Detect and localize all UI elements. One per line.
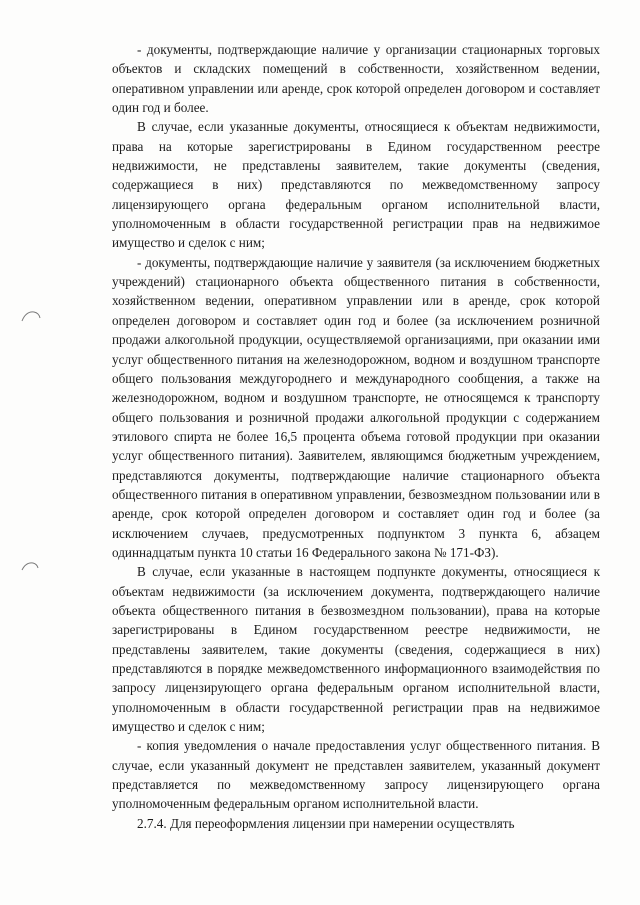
paragraph-license-reissue-heading: 2.7.4. Для переоформления лицензии при намерении осуществлять [137,815,515,831]
paragraph-stationary-trade-objects: - документы, подтверждающие наличие у организации стационарных торговых объектов и складских помещений в собственности, хозяйственном ведении, оперативном управлении или аренде, срок которой определен договором и составляет один год и более. [112,42,600,116]
document-body [112,40,600,833]
margin-hole-punch-mark [20,309,42,323]
paragraph-catering-notification-copy: - копия уведомления о начале предоставления услуг общественного питания. В случае, если указанный документ не представлен заявителем, указанный документ представляется по межведомственному запросу лицензирующего органа уполномоченным федеральным органом исполнительной власти. [112,738,600,812]
paragraph-interagency-request-real-estate: В случае, если указанные документы, относящиеся к объектам недвижимости, права на которые зарегистрированы в Едином государственном реестре недвижимости, не представлены заявителем, такие документы (сведения, содержащиеся в них) представляются по межведомственному запросу лицензирующего органа федеральным органом исполнительной власти, уполномоченным в области государственной регистрации прав на недвижимое имущество и сделок с ним; [112,119,600,251]
paragraph-catering-object-documents: - документы, подтверждающие наличие у заявителя (за исключением бюджетных учреждений) стационарного объекта общественного питания в собственности, хозяйственном ведении, оперативном управлении или в аренде, срок которой определен договором и составляет один год и более (за исключением розничной продажи алкогольной продукции, осуществляемой организациями, при оказании ими услуг общественного питания на железнодорожном, водном и воздушном транспорте общего пользования междугороднего и международного сообщения, а также на железнодорожном, водном и воздушном транспорте, не относящемся к транспорту общего пользования и розничной продажи алкогольной продукции с содержанием этилового спирта не более 16,5 процента объема готовой продукции при оказании услуг общественного питания). Заявителем, являющимся бюджетным учреждением, представляются документы, подтверждающие наличие стационарного объекта общественного питания в оперативном управлении, безвозмездном пользовании или в аренде, срок которой определен договором и составляет один год и более (за исключением случаев, предусмотренных подпунктом 3 пункта 6, абзацем одиннадцатым пункта 10 статьи 16 Федерального закона № 171-ФЗ). [112,254,600,560]
paragraph-interagency-request-catering: В случае, если указанные в настоящем подпункте документы, относящиеся к объектам недвижимости (за исключением документа, подтверждающего наличие объекта общественного питания в безвозмездном пользовании), права на которые зарегистрированы в Едином государственном реестре недвижимости, не представлены заявителем, такие документы (сведения, содержащиеся в них) представляются в порядке межведомственного информационного взаимодействия по запросу лицензирующего органа федеральным органом исполнительной власти, уполномоченным в области государственной регистрации прав на недвижимое имущество и сделок с ним; [112,564,600,735]
margin-hole-punch-mark [20,560,40,572]
